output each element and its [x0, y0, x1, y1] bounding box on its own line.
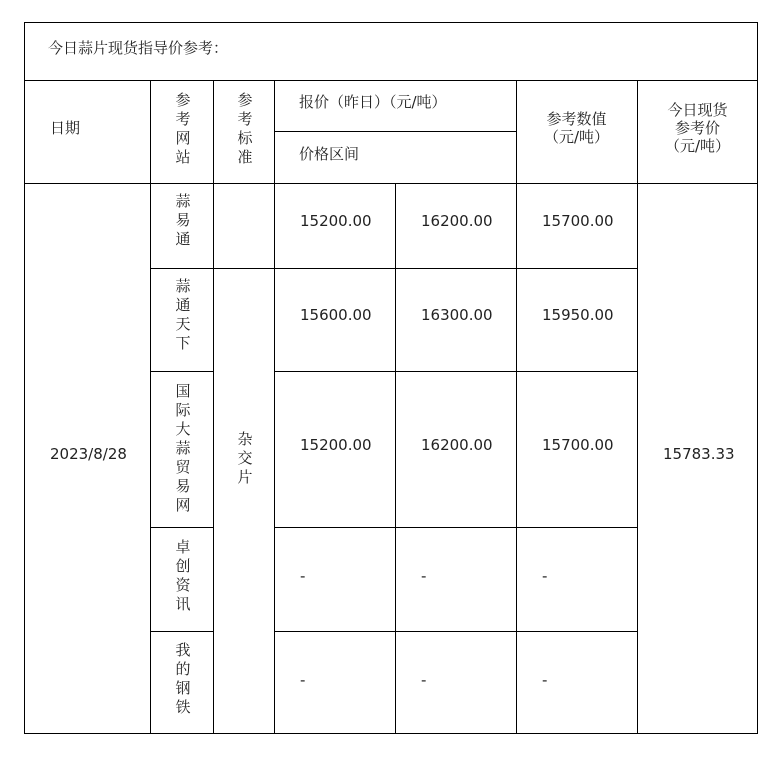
price-low-cell: 15200.00	[300, 212, 372, 230]
site-cell: 蒜易通	[175, 192, 191, 248]
header-standard: 参考标准	[237, 91, 253, 166]
ref-value-cell: -	[542, 567, 548, 585]
header-ref-value-line2: （元/吨）	[543, 128, 610, 146]
divider	[24, 183, 758, 184]
price-high-cell: 16200.00	[421, 436, 493, 454]
ref-value-cell: -	[542, 671, 548, 689]
divider	[24, 80, 758, 81]
header-today-price	[637, 101, 758, 155]
header-range: 价格区间	[299, 145, 360, 163]
site-cell: 国际大蒜贸易网	[175, 382, 191, 514]
header-today-line3: （元/吨）	[664, 137, 731, 155]
site-cell: 我的钢铁	[175, 641, 191, 716]
ref-value-cell: 15700.00	[542, 212, 614, 230]
header-site: 参考网站	[175, 91, 191, 166]
table-title: 今日蒜片现货指导价参考：	[48, 39, 229, 57]
divider	[395, 183, 396, 734]
price-high-cell: 16200.00	[421, 212, 493, 230]
divider	[274, 131, 516, 132]
price-high-cell: -	[421, 567, 427, 585]
standard-cell: 杂交片	[237, 430, 253, 486]
divider	[274, 371, 637, 372]
header-today-line2: 参考价	[674, 119, 720, 137]
divider	[274, 80, 275, 734]
header-ref-value	[516, 110, 637, 146]
divider	[150, 631, 213, 632]
price-high-cell: 16300.00	[421, 306, 493, 324]
header-today-line1: 今日现货	[667, 101, 728, 119]
ref-value-cell: 15950.00	[542, 306, 614, 324]
ref-value-cell: 15700.00	[542, 436, 614, 454]
divider	[213, 80, 214, 734]
site-cell: 卓创资讯	[175, 538, 191, 613]
price-low-cell: 15200.00	[300, 436, 372, 454]
header-date: 日期	[50, 119, 81, 137]
price-high-cell: -	[421, 671, 427, 689]
divider	[150, 268, 637, 269]
date-cell: 2023/8/28	[50, 445, 127, 463]
divider	[516, 80, 517, 734]
divider	[274, 527, 637, 528]
price-low-cell: -	[300, 567, 306, 585]
divider	[150, 527, 213, 528]
price-low-cell: 15600.00	[300, 306, 372, 324]
price-low-cell: -	[300, 671, 306, 689]
today-price-cell: 15783.33	[663, 445, 735, 463]
divider	[150, 371, 213, 372]
divider	[150, 80, 151, 734]
header-quote: 报价（昨日）（元/吨）	[299, 93, 447, 111]
divider	[274, 631, 637, 632]
site-cell: 蒜通天下	[175, 277, 191, 352]
header-ref-value-line1: 参考数值	[546, 110, 607, 128]
divider	[637, 80, 638, 734]
